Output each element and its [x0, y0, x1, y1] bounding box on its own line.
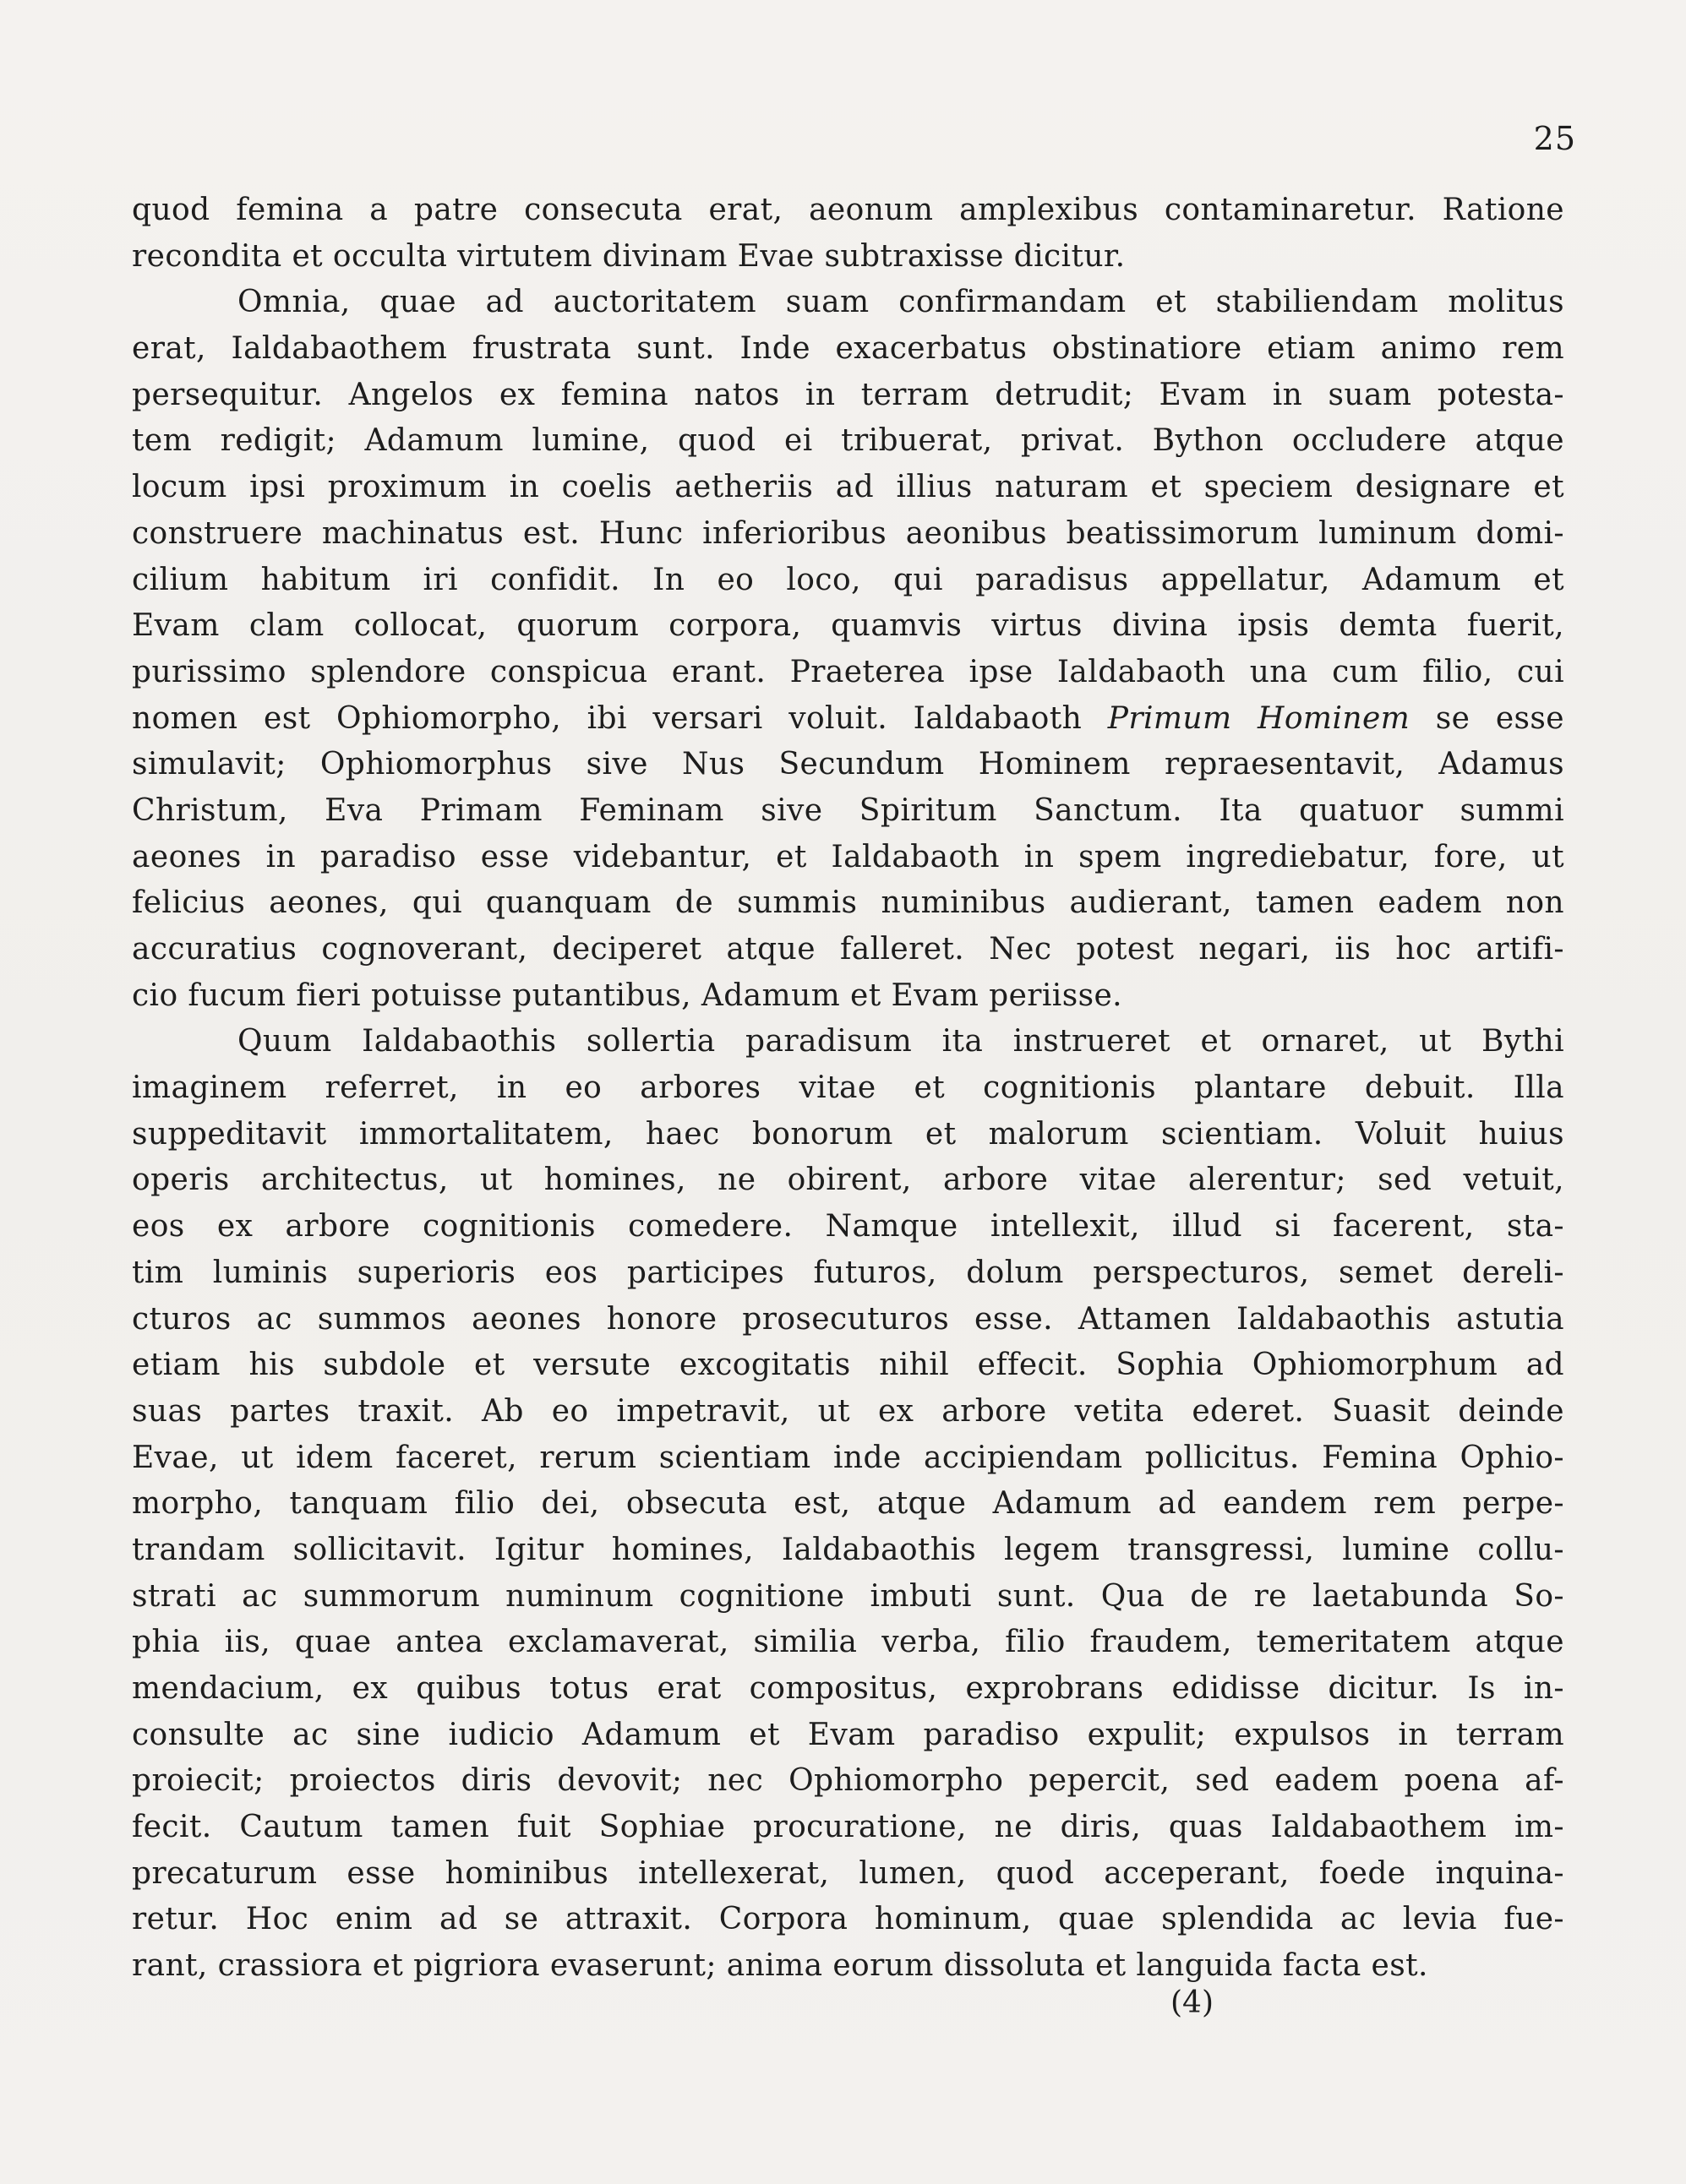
- text-line: precaturum esse hominibus intellexerat, lumen, quod acceperant, foede inquina-: [132, 1855, 1564, 1891]
- text-line: accuratius cognoverant, deciperet atque falleret. Nec potest negari, iis hoc artifi-: [132, 932, 1564, 967]
- text-line: recondita et occulta virtutem divinam Evae subtraxisse dicitur.: [132, 238, 1126, 274]
- text-line: felicius aeones, qui quanquam de summis numinibus audierant, tamen eadem non: [132, 885, 1564, 921]
- text-line: suppeditavit immortalitatem, haec bonorum et malorum scientiam. Voluit huius: [132, 1116, 1564, 1152]
- text-line: Christum, Eva Primam Feminam sive Spiritum Sanctum. Ita quatuor summi: [132, 792, 1564, 828]
- text-line: mendacium, ex quibus totus erat compositus, exprobrans edidisse dicitur. Is in-: [132, 1671, 1564, 1706]
- text-line: retur. Hoc enim ad se attraxit. Corpora hominum, quae splendida ac levia fue-: [132, 1902, 1564, 1937]
- text-line-segment: nomen est Ophiomorpho, ibi versari voluit. Ialdabaoth: [132, 700, 1108, 736]
- text-line: eos ex arbore cognitionis comedere. Namque intellexit, illud si facerent, sta-: [132, 1209, 1564, 1244]
- text-line: tem redigit; Adamum lumine, quod ei tribuerat, privat. Bython occludere atque: [132, 423, 1564, 459]
- text-line: tim luminis superioris eos participes futuros, dolum perspecturos, semet dereli-: [132, 1255, 1564, 1290]
- text-line: persequitur. Angelos ex femina natos in terram detrudit; Evam in suam potesta-: [132, 377, 1564, 412]
- text-line: Evae, ut idem faceret, rerum scientiam inde accipiendam pollicitus. Femina Ophio-: [132, 1440, 1564, 1475]
- text-line: phia iis, quae antea exclamaverat, similia verba, filio fraudem, temeritatem atque: [132, 1625, 1564, 1660]
- text-line: Evam clam collocat, quorum corpora, quamvis virtus divina ipsis demta fuerit,: [132, 608, 1564, 644]
- text-line: locum ipsi proximum in coelis aetheriis ad illius naturam et speciem designare et: [132, 470, 1564, 505]
- body-text: [132, 188, 1564, 1990]
- text-line-segment: se esse: [1410, 700, 1564, 736]
- text-line: proiecit; proiectos diris devovit; nec Ophiomorpho pepercit, sed eadem poena af-: [132, 1763, 1564, 1799]
- printer-signature-mark: (4): [1170, 1985, 1214, 2020]
- text-line: imaginem referret, in eo arbores vitae et cognitionis plantare debuit. Illa: [132, 1070, 1564, 1106]
- text-line: cio fucum fieri potuisse putantibus, Adamum et Evam periisse.: [132, 978, 1123, 1013]
- text-line: trandam sollicitavit. Igitur homines, Ialdabaothis legem transgressi, lumine collu-: [132, 1532, 1564, 1567]
- page-number: 25: [1533, 120, 1576, 157]
- italic-term: Primum Hominem: [1107, 700, 1410, 736]
- text-line: erat, Ialdabaothem frustrata sunt. Inde exacerbatus obstinatiore etiam animo rem: [132, 331, 1564, 367]
- text-line: Omnia, quae ad auctoritatem suam confirmandam et stabiliendam molitus: [237, 285, 1564, 320]
- text-line: construere machinatus est. Hunc inferioribus aeonibus beatissimorum luminum domi-: [132, 515, 1564, 551]
- text-line: cilium habitum iri confidit. In eo loco, qui paradisus appellatur, Adamum et: [132, 562, 1564, 597]
- text-line: Quum Ialdabaothis sollertia paradisum ita instrueret et ornaret, ut Bythi: [237, 1024, 1564, 1059]
- text-line: strati ac summorum numinum cognitione imbuti sunt. Qua de re laetabunda So-: [132, 1578, 1564, 1614]
- text-line: cturos ac summos aeones honore prosecuturos esse. Attamen Ialdabaothis astutia: [132, 1301, 1564, 1337]
- text-line: [132, 696, 1564, 743]
- text-line: etiam his subdole et versute excogitatis nihil effecit. Sophia Ophiomorphum ad: [132, 1348, 1564, 1383]
- text-line: morpho, tanquam filio dei, obsecuta est, atque Adamum ad eandem rem perpe-: [132, 1486, 1564, 1522]
- text-line: fecit. Cautum tamen fuit Sophiae procuratione, ne diris, quas Ialdabaothem im-: [132, 1810, 1564, 1845]
- text-line: rant, crassiora et pigriora evaserunt; anima eorum dissoluta et languida facta est.: [132, 1948, 1428, 1984]
- text-line: suas partes traxit. Ab eo impetravit, ut ex arbore vetita ederet. Suasit deinde: [132, 1393, 1564, 1429]
- text-line: purissimo splendore conspicua erant. Praeterea ipse Ialdabaoth una cum filio, cui: [132, 654, 1564, 689]
- text-line: quod femina a patre consecuta erat, aeonum amplexibus contaminaretur. Ratione: [132, 193, 1564, 227]
- text-line: consulte ac sine iudicio Adamum et Evam paradiso expulit; expulsos in terram: [132, 1717, 1564, 1752]
- text-line: operis architectus, ut homines, ne obirent, arbore vitae alerentur; sed vetuit,: [132, 1163, 1564, 1198]
- text-line: aeones in paradiso esse videbantur, et Ialdabaoth in spem ingrediebatur, fore, ut: [132, 839, 1564, 874]
- text-line: simulavit; Ophiomorphus sive Nus Secundum Hominem repraesentavit, Adamus: [132, 747, 1564, 782]
